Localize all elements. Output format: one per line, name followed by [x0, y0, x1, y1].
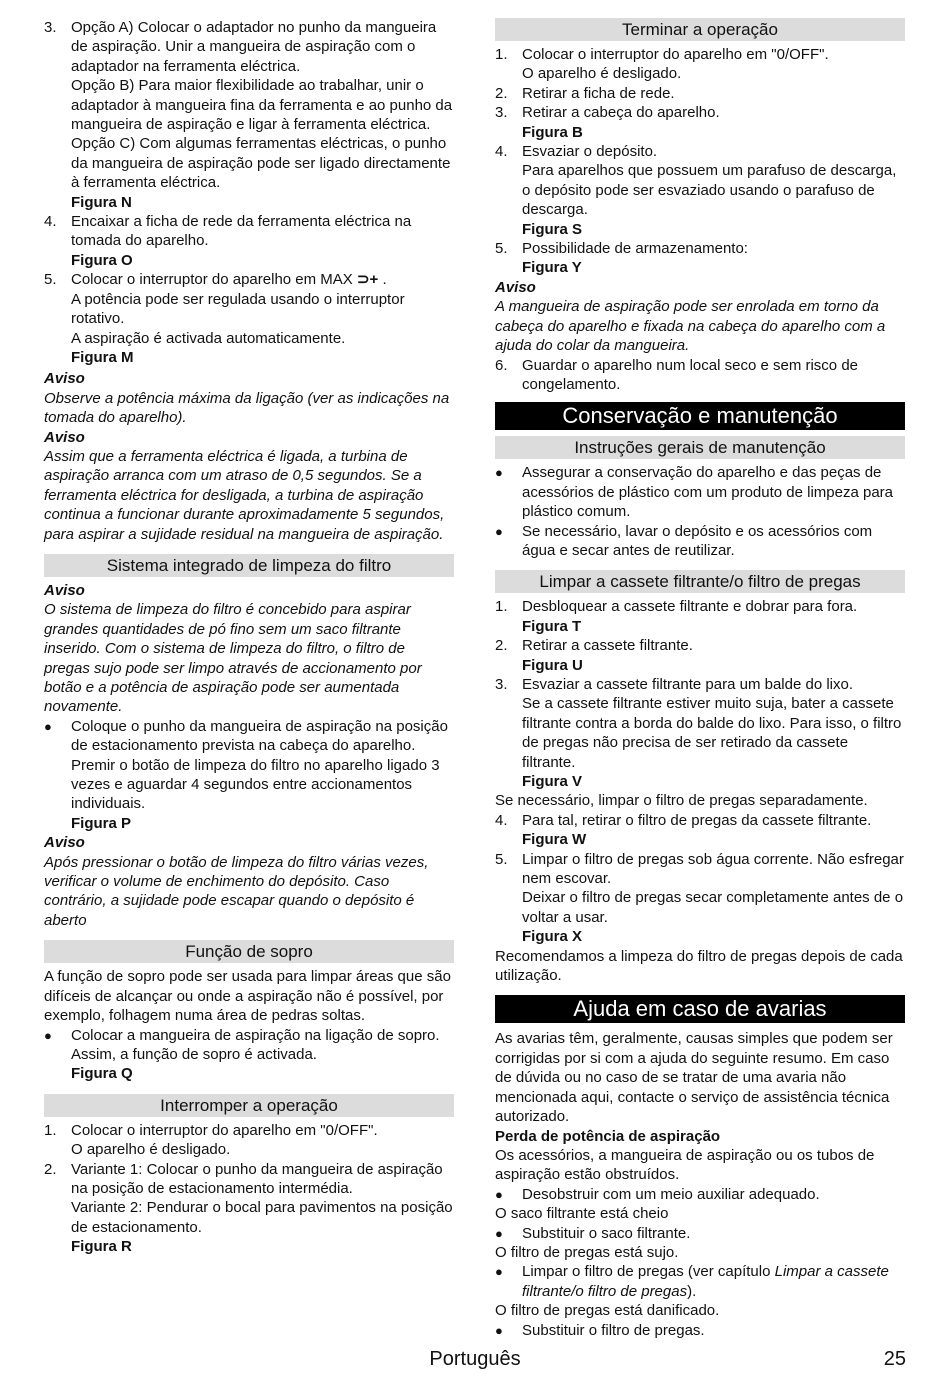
fault-remedy: ● Limpar o filtro de pregas (ver capítulo Limpar a cassete filtrante/o filtro de pregas).: [522, 1263, 889, 1300]
item-text: Deixar o filtro de pregas secar completamente antes de o voltar a usar.: [522, 889, 904, 926]
list-item: [495, 45, 905, 84]
chapter-heading: Ajuda em caso de avarias: [495, 995, 905, 1023]
list-item: [495, 103, 905, 142]
item-text: Limpar o filtro de pregas sob água corrente. Não esfregar nem escovar.: [522, 850, 904, 888]
item-text: Retirar a ficha de rede.: [522, 84, 675, 102]
item-number: 3.: [44, 19, 57, 36]
bullet-text: ● Assegurar a conservação do aparelho e das peças de acessórios de plástico com um produto de limpeza para plástico comum.: [522, 464, 894, 521]
list-item: [495, 636, 905, 675]
fault-title: Perda de potência de aspiração: [495, 1127, 721, 1145]
paragraph: As avarias têm, geralmente, causas simples que podem ser corrigidas por si com a ajuda do seguinte resumo. Em caso de dúvida ou no caso de se tratar de uma avaria não mencionada aqui, contacte o serviço de assistência técnica autorizado.: [495, 1030, 893, 1126]
bullet-item: [495, 463, 905, 521]
note-title: Aviso: [44, 370, 85, 388]
left-column: [44, 18, 454, 1257]
section-heading: Limpar a cassete filtrante/o filtro de pregas: [495, 570, 905, 593]
item-number: 3.: [495, 675, 508, 693]
item-text: Possibilidade de armazenamento:: [522, 240, 748, 258]
item-text: Retirar a cabeça do aparelho.: [522, 104, 720, 122]
fault-cause: O saco filtrante está cheio: [495, 1205, 669, 1223]
section-heading: Função de sopro: [44, 940, 454, 963]
item-number: 4.: [495, 143, 508, 161]
item-text: Opção B) Para maior flexibilidade ao trabalhar, unir o adaptador à mangueira fina da ferramenta e ao punho da mangueira de aspiração e ligar à ferramenta eléctrica.: [71, 77, 453, 134]
list-item: [495, 811, 905, 850]
list-item: [44, 1121, 454, 1160]
item-number: 3.: [495, 104, 508, 122]
fault-cause: O filtro de pregas está danificado.: [495, 1302, 720, 1320]
item-number: 5.: [495, 850, 508, 868]
item-text: Opção C) Com algumas ferramentas eléctricas, o punho da mangueira de aspiração pode ser ligado directamente à ferramenta eléctrica.: [71, 135, 451, 192]
item-text: O aparelho é desligado.: [522, 65, 682, 83]
figure-ref: Figura X: [522, 928, 583, 946]
figure-ref: Figura T: [522, 617, 582, 635]
chapter-reference: Limpar a cassete filtrante/o filtro de pregas: [522, 1263, 889, 1300]
list-item: [495, 850, 905, 947]
note-text: Assim que a ferramenta eléctrica é ligada, a turbina de aspiração arranca com um atraso de 0,5 segundos. Se a ferramenta eléctrica for desligada, a turbina de aspiração continua a funcionar durante aproximadamente 5 segundos, para aspirar a sujidade residual na mangueira de aspiração.: [44, 447, 445, 543]
bullet-text: ● Colocar a mangueira de aspiração na ligação de sopro. Assim, a função de sopro é activada.: [71, 1026, 440, 1063]
list-item: [495, 597, 905, 636]
bullet-item: [44, 1026, 454, 1084]
list-item: [495, 675, 905, 791]
paragraph: Recomendamos a limpeza do filtro de pregas depois de cada utilização.: [495, 947, 903, 985]
list-item: [495, 239, 905, 278]
paragraph: Se necessário, limpar o filtro de pregas separadamente.: [495, 792, 868, 810]
figure-ref: Figura W: [522, 831, 587, 849]
section-heading: Instruções gerais de manutenção: [495, 436, 905, 459]
figure-ref: Figura O: [71, 251, 133, 269]
item-number: 1.: [495, 46, 508, 63]
note-text: Após pressionar o botão de limpeza do filtro várias vezes, verificar o volume de enchimento do depósito. Caso contrário, a sujidade pode escapar quando o depósito é aberto: [44, 853, 429, 929]
list-item: [44, 1160, 454, 1257]
item-number: 2.: [44, 1160, 57, 1178]
item-text: A aspiração é activada automaticamente.: [71, 329, 346, 347]
item-number: 5.: [44, 271, 57, 289]
item-number: 1.: [495, 598, 508, 616]
item-text: Encaixar a ficha de rede da ferramenta eléctrica na tomada do aparelho.: [71, 213, 412, 250]
list-item: [495, 142, 905, 239]
item-number: 4.: [44, 213, 57, 231]
item-text: Colocar o interruptor do aparelho em "0/OFF".: [522, 46, 829, 63]
figure-ref: Figura Q: [71, 1065, 133, 1083]
fault-cause: O filtro de pregas está sujo.: [495, 1243, 679, 1261]
item-number: 2.: [495, 84, 508, 102]
list-item: [495, 356, 905, 395]
figure-ref: Figura N: [71, 193, 132, 211]
item-text: A potência pode ser regulada usando o interruptor rotativo.: [71, 290, 405, 328]
item-text: Retirar a cassete filtrante.: [522, 637, 693, 655]
figure-ref: Figura V: [522, 773, 583, 790]
fault-remedy: ● Substituir o saco filtrante.: [522, 1224, 691, 1242]
figure-ref: Figura U: [522, 656, 583, 674]
footer-language: Português: [429, 1348, 521, 1370]
bullet-item: [44, 717, 454, 833]
list-item: [495, 84, 905, 103]
bullet-item: [495, 522, 905, 561]
item-text: Se a cassete filtrante estiver muito suja, bater a cassete filtrante contra a borda do balde do lixo. Para isso, o filtro de pregas não precisa de ser retirado da cassete filtrante.: [522, 695, 902, 771]
bullet-text: ● Se necessário, lavar o depósito e os acessórios com água e secar antes de reutilizar.: [522, 522, 873, 559]
note-title: Aviso: [44, 834, 85, 852]
section-heading: Terminar a operação: [495, 18, 905, 41]
figure-ref: Figura S: [522, 220, 583, 238]
list-item: [44, 18, 454, 212]
item-number: 1.: [44, 1121, 57, 1139]
paragraph: A função de sopro pode ser usada para limpar áreas que são difíceis de alcançar ou onde a aspiração não é possível, por exemplo, folhagem numa área de pedras soltas.: [44, 968, 451, 1025]
note-text: O sistema de limpeza do filtro é concebido para aspirar grandes quantidades de pó fino sem um saco filtrante inserido. Com o sistema de limpeza do filtro, o filtro de pregas sujo pode ser limpo através de accionamento por botão e a potência de aspiração pode ser aumentada novamente.: [44, 601, 422, 716]
list-item: [44, 270, 454, 367]
item-text: Esvaziar a cassete filtrante para um balde do lixo.: [522, 675, 854, 693]
note-title: Aviso: [44, 428, 85, 446]
item-text: Para aparelhos que possuem um parafuso de descarga, o depósito pode ser esvaziado usando o parafuso de descarga.: [522, 162, 897, 219]
figure-ref: Figura Y: [522, 259, 582, 277]
figure-ref: Figura B: [522, 123, 583, 141]
chapter-heading: Conservação e manutenção: [495, 402, 905, 430]
bullet-item: [495, 1185, 905, 1204]
item-number: 5.: [495, 240, 508, 258]
section-heading: Sistema integrado de limpeza do filtro: [44, 554, 454, 577]
item-number: 4.: [495, 811, 508, 829]
figure-ref: Figura M: [71, 348, 134, 366]
bullet-text: ● Coloque o punho da mangueira de aspiração na posição de estacionamento prevista na cabeça do aparelho. Premir o botão de limpeza do filtro no aparelho ligado 3 vezes e aguardar 4 segundos entre accionamentos individuais.: [71, 717, 448, 813]
right-column: [495, 18, 905, 1340]
bullet-item: [495, 1321, 905, 1340]
section-heading: Interromper a operação: [44, 1094, 454, 1117]
bullet-item: [495, 1224, 905, 1243]
figure-ref: Figura P: [71, 814, 132, 832]
bullet-item: [495, 1262, 905, 1301]
item-text: Opção A) Colocar o adaptador no punho da mangueira de aspiração. Unir a mangueira de aspiração com o adaptador na ferramenta eléctrica.: [71, 19, 437, 75]
note-text: Observe a potência máxima da ligação (ver as indicações na tomada do aparelho).: [44, 389, 450, 427]
figure-ref: Figura R: [71, 1238, 132, 1256]
list-item: [44, 212, 454, 270]
item-text: Para tal, retirar o filtro de pregas da cassete filtrante.: [522, 811, 872, 829]
item-number: 6.: [495, 356, 508, 374]
page-number: 25: [883, 1348, 906, 1370]
max-power-icon: ⊃+: [356, 271, 379, 289]
fault-cause: Os acessórios, a mangueira de aspiração ou os tubos de aspiração estão obstruídos.: [495, 1146, 875, 1184]
item-text: Desbloquear a cassete filtrante e dobrar para fora.: [522, 598, 858, 616]
fault-remedy: ● Desobstruir com um meio auxiliar adequado.: [522, 1185, 820, 1203]
note-title: Aviso: [495, 278, 536, 296]
note-text: A mangueira de aspiração pode ser enrolada em torno da cabeça do aparelho e fixada na cabeça do aparelho com a ajuda do colar da mangueira.: [495, 298, 886, 355]
item-text: Colocar o interruptor do aparelho em MAX ⊃+ .: [71, 271, 387, 289]
note-title: Aviso: [44, 581, 85, 599]
item-number: 2.: [495, 637, 508, 655]
item-text: Esvaziar o depósito.: [522, 143, 658, 161]
item-text: Colocar o interruptor do aparelho em "0/OFF".: [71, 1121, 378, 1139]
fault-remedy: ● Substituir o filtro de pregas.: [522, 1321, 705, 1339]
item-text: O aparelho é desligado.: [71, 1141, 231, 1159]
item-text: Variante 1: Colocar o punho da mangueira de aspiração na posição de estacionamento intermédia.: [71, 1160, 443, 1197]
item-text: Guardar o aparelho num local seco e sem risco de congelamento.: [522, 356, 859, 393]
item-text: Variante 2: Pendurar o bocal para pavimentos na posição de estacionamento.: [71, 1199, 453, 1236]
